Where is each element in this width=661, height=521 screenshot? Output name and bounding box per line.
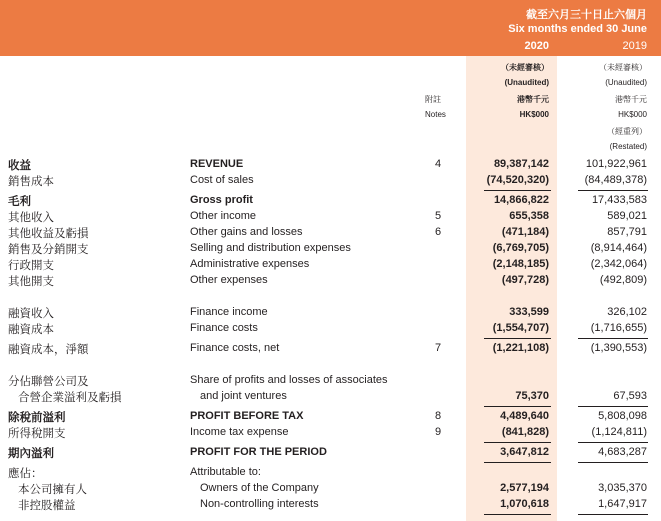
other-income-2020: 655,358 [509,210,549,222]
pbt-2020: 4,489,640 [500,410,549,422]
rule-2020-finance [484,338,551,339]
pbt-zh: 除稅前溢利 [8,412,66,424]
cost-of-sales-2020: (74,520,320) [486,174,549,186]
tax-zh: 所得稅開支 [8,428,66,440]
other-income-2019: 589,021 [607,210,647,222]
notes-heading-zh: 附註 [425,95,441,104]
other-gains-note: 6 [434,226,442,238]
owners-zh: 本公司擁有人 [18,484,87,496]
revenue-2020: 89,387,142 [493,158,549,170]
tax-en: Income tax expense [190,426,289,438]
owners-2019: 3,035,370 [598,482,647,494]
cost-of-sales-zh: 銷售成本 [8,176,54,188]
col2019-currency-zh: 港幣千元 [615,95,647,104]
nci-2019: 1,647,917 [598,498,647,510]
other-expenses-zh: 其他開支 [8,276,54,288]
rule-2019-finance [578,338,648,339]
other-gains-en: Other gains and losses [190,226,303,238]
finance-net-2019: (1,390,553) [590,342,647,354]
col2019-restated-en: (Restated) [609,142,647,151]
rule-2020-profit-bottom [484,462,551,463]
period-heading-zh: 截至六月三十日止六個月 [526,9,647,21]
finance-net-2020: (1,221,108) [492,342,549,354]
year-2020: 2020 [524,40,549,52]
other-expenses-2019: (492,809) [599,274,647,286]
revenue-2019: 101,922,961 [585,158,647,170]
profit-period-2019: 4,683,287 [598,446,647,458]
revenue-en: REVENUE [190,158,244,170]
finance-income-2019: 326,102 [607,306,647,318]
col2019-unaudited-en: (Unaudited) [605,78,647,87]
col2019-currency-en: HK$000 [618,110,647,119]
admin-expenses-en: Administrative expenses [190,258,310,270]
col2019-unaudited-zh: （未經審核） [599,63,647,72]
attributable-en: Attributable to: [190,466,261,478]
cost-of-sales-2019: (84,489,378) [584,174,647,186]
admin-expenses-zh: 行政開支 [8,260,54,272]
col2020-unaudited-en: (Unaudited) [504,78,549,87]
other-expenses-en: Other expenses [190,274,268,286]
finance-costs-en: Finance costs [190,322,258,334]
share-assoc-en-line1: Share of profits and losses of associates [190,374,388,386]
notes-heading-en: Notes [425,110,446,119]
finance-income-zh: 融資收入 [8,308,54,320]
revenue-note: 4 [434,158,442,170]
share-assoc-en-line2: and joint ventures [200,390,287,402]
owners-en: Owners of the Company [200,482,319,494]
col2020-unaudited-zh: （未經審核） [501,63,549,72]
revenue-zh: 收益 [8,160,31,172]
col2020-currency-zh: 港幣千元 [517,95,549,104]
pbt-2019: 5,808,098 [598,410,647,422]
share-assoc-2019: 67,593 [613,390,647,402]
col2020-currency-en: HK$000 [519,110,549,119]
period-heading-en: Six months ended 30 June [508,23,647,35]
rule-2019-attrib [578,514,648,515]
selling-expenses-zh: 銷售及分銷開支 [8,244,89,256]
other-gains-zh: 其他收益及虧損 [8,228,89,240]
finance-costs-2020: (1,554,707) [492,322,549,334]
rule-2020-profit [484,442,551,443]
gross-profit-en: Gross profit [190,194,253,206]
rule-2020-gross [484,190,551,191]
owners-2020: 2,577,194 [500,482,549,494]
rule-2019-profit [578,442,648,443]
nci-zh: 非控股權益 [18,500,76,512]
other-income-en: Other income [190,210,257,222]
finance-costs-zh: 融資成本 [8,324,54,336]
col2019-restated-zh: （經重列） [607,127,647,136]
attributable-zh: 應佔： [8,468,43,480]
nci-en: Non-controlling interests [200,498,319,510]
share-assoc-zh-line1: 分佔聯營公司及 [8,376,89,388]
finance-income-en: Finance income [190,306,268,318]
tax-2020: (841,828) [501,426,549,438]
finance-costs-2019: (1,716,655) [590,322,647,334]
pbt-note: 8 [434,410,442,422]
share-assoc-zh-line2: 合營企業溢利及虧損 [18,392,122,404]
finance-income-2020: 333,599 [509,306,549,318]
pbt-en: PROFIT BEFORE TAX [190,410,304,422]
rule-2020-attrib [484,514,551,515]
selling-expenses-en: Selling and distribution expenses [190,242,351,254]
finance-net-note: 7 [434,342,442,354]
other-expenses-2020: (497,728) [501,274,549,286]
gross-profit-2019: 17,433,583 [591,194,647,206]
finance-net-en: Finance costs, net [190,342,280,354]
selling-expenses-2020: (6,769,705) [492,242,549,254]
profit-period-zh: 期內溢利 [8,448,54,460]
other-gains-2020: (471,184) [501,226,549,238]
rule-2019-pbt [578,406,648,407]
admin-expenses-2019: (2,342,064) [590,258,647,270]
other-income-zh: 其他收入 [8,212,54,224]
other-income-note: 5 [434,210,442,222]
gross-profit-2020: 14,866,822 [493,194,549,206]
tax-note: 9 [434,426,442,438]
share-assoc-2020: 75,370 [515,390,549,402]
rule-2020-pbt [484,406,551,407]
profit-period-2020: 3,647,812 [500,446,549,458]
year-2019: 2019 [622,40,647,52]
finance-net-zh: 融資成本，淨額 [8,344,89,356]
selling-expenses-2019: (8,914,464) [590,242,647,254]
other-gains-2019: 857,791 [607,226,647,238]
gross-profit-zh: 毛利 [8,196,31,208]
nci-2020: 1,070,618 [500,498,549,510]
rule-2019-profit-bottom [578,462,648,463]
rule-2019-gross [578,190,648,191]
admin-expenses-2020: (2,148,185) [492,258,549,270]
cost-of-sales-en: Cost of sales [190,174,254,186]
profit-period-en: PROFIT FOR THE PERIOD [190,446,327,458]
tax-2019: (1,124,811) [591,426,647,438]
